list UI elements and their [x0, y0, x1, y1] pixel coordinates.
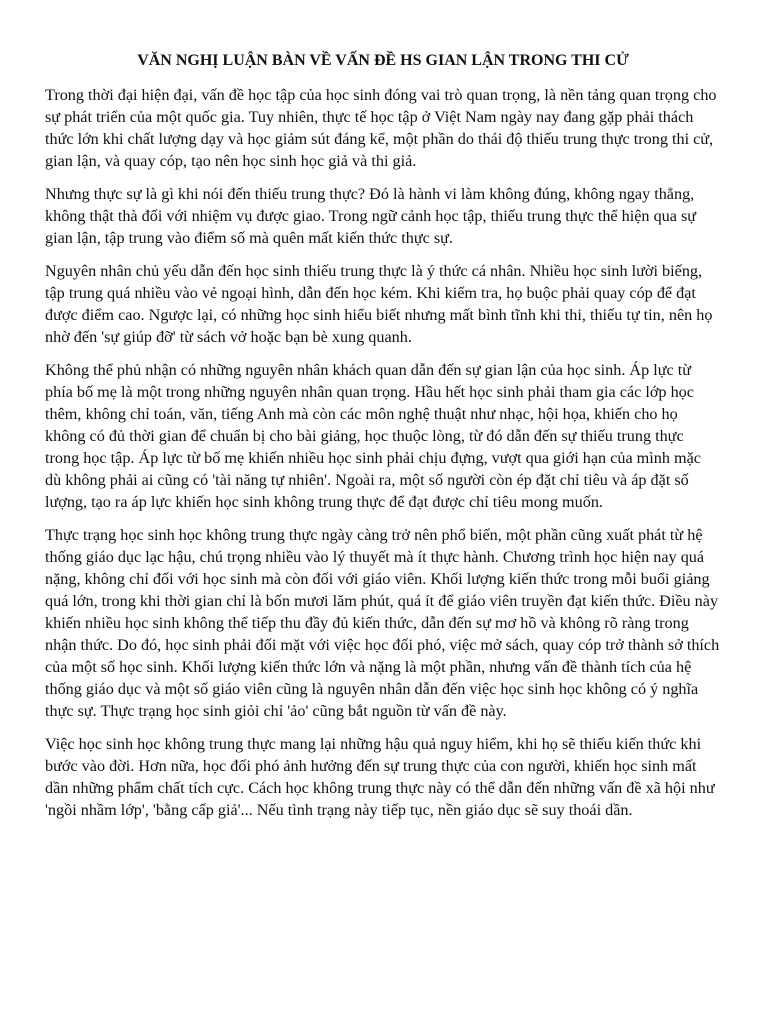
paragraph-definition: Nhưng thực sự là gì khi nói đến thiếu trung thực? Đó là hành vi làm không đúng, không ngay thẳng, không thật thà đối với nhiệm vụ được giao. Trong ngữ cảnh học tập, thiếu trung thực thể hiện qua sự gian lận, tập trung vào điểm số mà quên mất kiến thức thực sự.	[45, 185, 697, 247]
paragraph-education-system: Thực trạng học sinh học không trung thực ngày càng trở nên phổ biến, một phần cũng xuất phát từ hệ thống giáo dục lạc hậu, chú trọng nhiều vào lý thuyết mà ít thực hành. Chương trình học hiện nay quá nặng, không chỉ đối với học sinh mà còn đối với giáo viên. Khối lượng kiến thức trong mỗi buổi giảng quá lớn, trong khi thời gian chỉ là bốn mươi lăm phút, quá ít để giáo viên truyền đạt kiến thức. Điều này khiến nhiều học sinh không thể tiếp thu đầy đủ kiến thức, dẫn đến sự mơ hồ và không rõ ràng trong nhận thức. Do đó, học sinh phải đối mặt với việc học đối phó, việc mở sách, quay cóp trở thành sở thích của một số học sinh. Khối lượng kiến thức lớn và nặng là một phần, nhưng vấn đề thành tích của hệ thống giáo dục và một số giáo viên cũng là nguyên nhân dẫn đến việc học sinh học không có ý nghĩa thực sự. Thực trạng học sinh giỏi chỉ 'ảo' cũng bắt nguồn từ vấn đề này.	[45, 526, 720, 720]
paragraph-introduction: Trong thời đại hiện đại, vấn đề học tập của học sinh đóng vai trò quan trọng, là nền tảng quan trọng cho sự phát triển của một quốc gia. Tuy nhiên, thực tế học tập ở Việt Nam ngày nay đang gặp phải thách thức lớn khi chất lượng dạy và học giảm sút đáng kể, một phần do thái độ thiếu trung thực trong thi cử, gian lận, và quay cóp, tạo nên học sinh học giả và thi giả.	[45, 86, 717, 170]
paragraph-consequences: Việc học sinh học không trung thực mang lại những hậu quả nguy hiểm, khi họ sẽ thiếu kiến thức khi bước vào đời. Hơn nữa, học đối phó ảnh hưởng đến sự trung thực của con người, khiến học sinh mất dần những phẩm chất tích cực. Cách học không trung thực này có thể dẫn đến những vấn đề xã hội như 'ngồi nhầm lớp', 'bằng cấp giả'... Nếu tình trạng này tiếp tục, nền giáo dục sẽ suy thoái dần.	[45, 735, 715, 819]
paragraph-personal-causes: Nguyên nhân chủ yếu dẫn đến học sinh thiếu trung thực là ý thức cá nhân. Nhiều học sinh lười biếng, tập trung quá nhiều vào vẻ ngoại hình, dẫn đến học kém. Khi kiểm tra, họ buộc phải quay cóp để đạt được điểm cao. Ngược lại, có những học sinh hiểu biết nhưng mất bình tĩnh khi thi, thiếu tự tin, nên họ nhờ đến 'sự giúp đỡ' từ sách vở hoặc bạn bè xung quanh.	[45, 262, 713, 346]
document-page	[45, 50, 721, 832]
paragraph-objective-causes: Không thể phủ nhận có những nguyên nhân khách quan dẫn đến sự gian lận của học sinh. Áp lực từ phía bố mẹ là một trong những nguyên nhân quan trọng. Hầu hết học sinh phải tham gia các lớp học thêm, không chỉ toán, văn, tiếng Anh mà còn các môn nghệ thuật như nhạc, hội họa, khiến cho họ không có đủ thời gian để chuẩn bị cho bài giảng, học thuộc lòng, từ đó dẫn đến sự thiếu trung thực trong học tập. Áp lực từ bố mẹ khiến nhiều học sinh phải chịu đựng, vượt qua giới hạn của mình mặc dù không phải ai cũng có 'tài năng tự nhiên'. Ngoài ra, một số người còn ép đặt chỉ tiêu và áp đặt số lượng, tạo ra áp lực khiến học sinh không trung thực để đạt được chỉ tiêu mong muốn.	[45, 361, 701, 511]
document-title: VĂN NGHỊ LUẬN BÀN VỀ VẤN ĐỀ HS GIAN LẬN TRONG THI CỬ	[137, 52, 629, 69]
